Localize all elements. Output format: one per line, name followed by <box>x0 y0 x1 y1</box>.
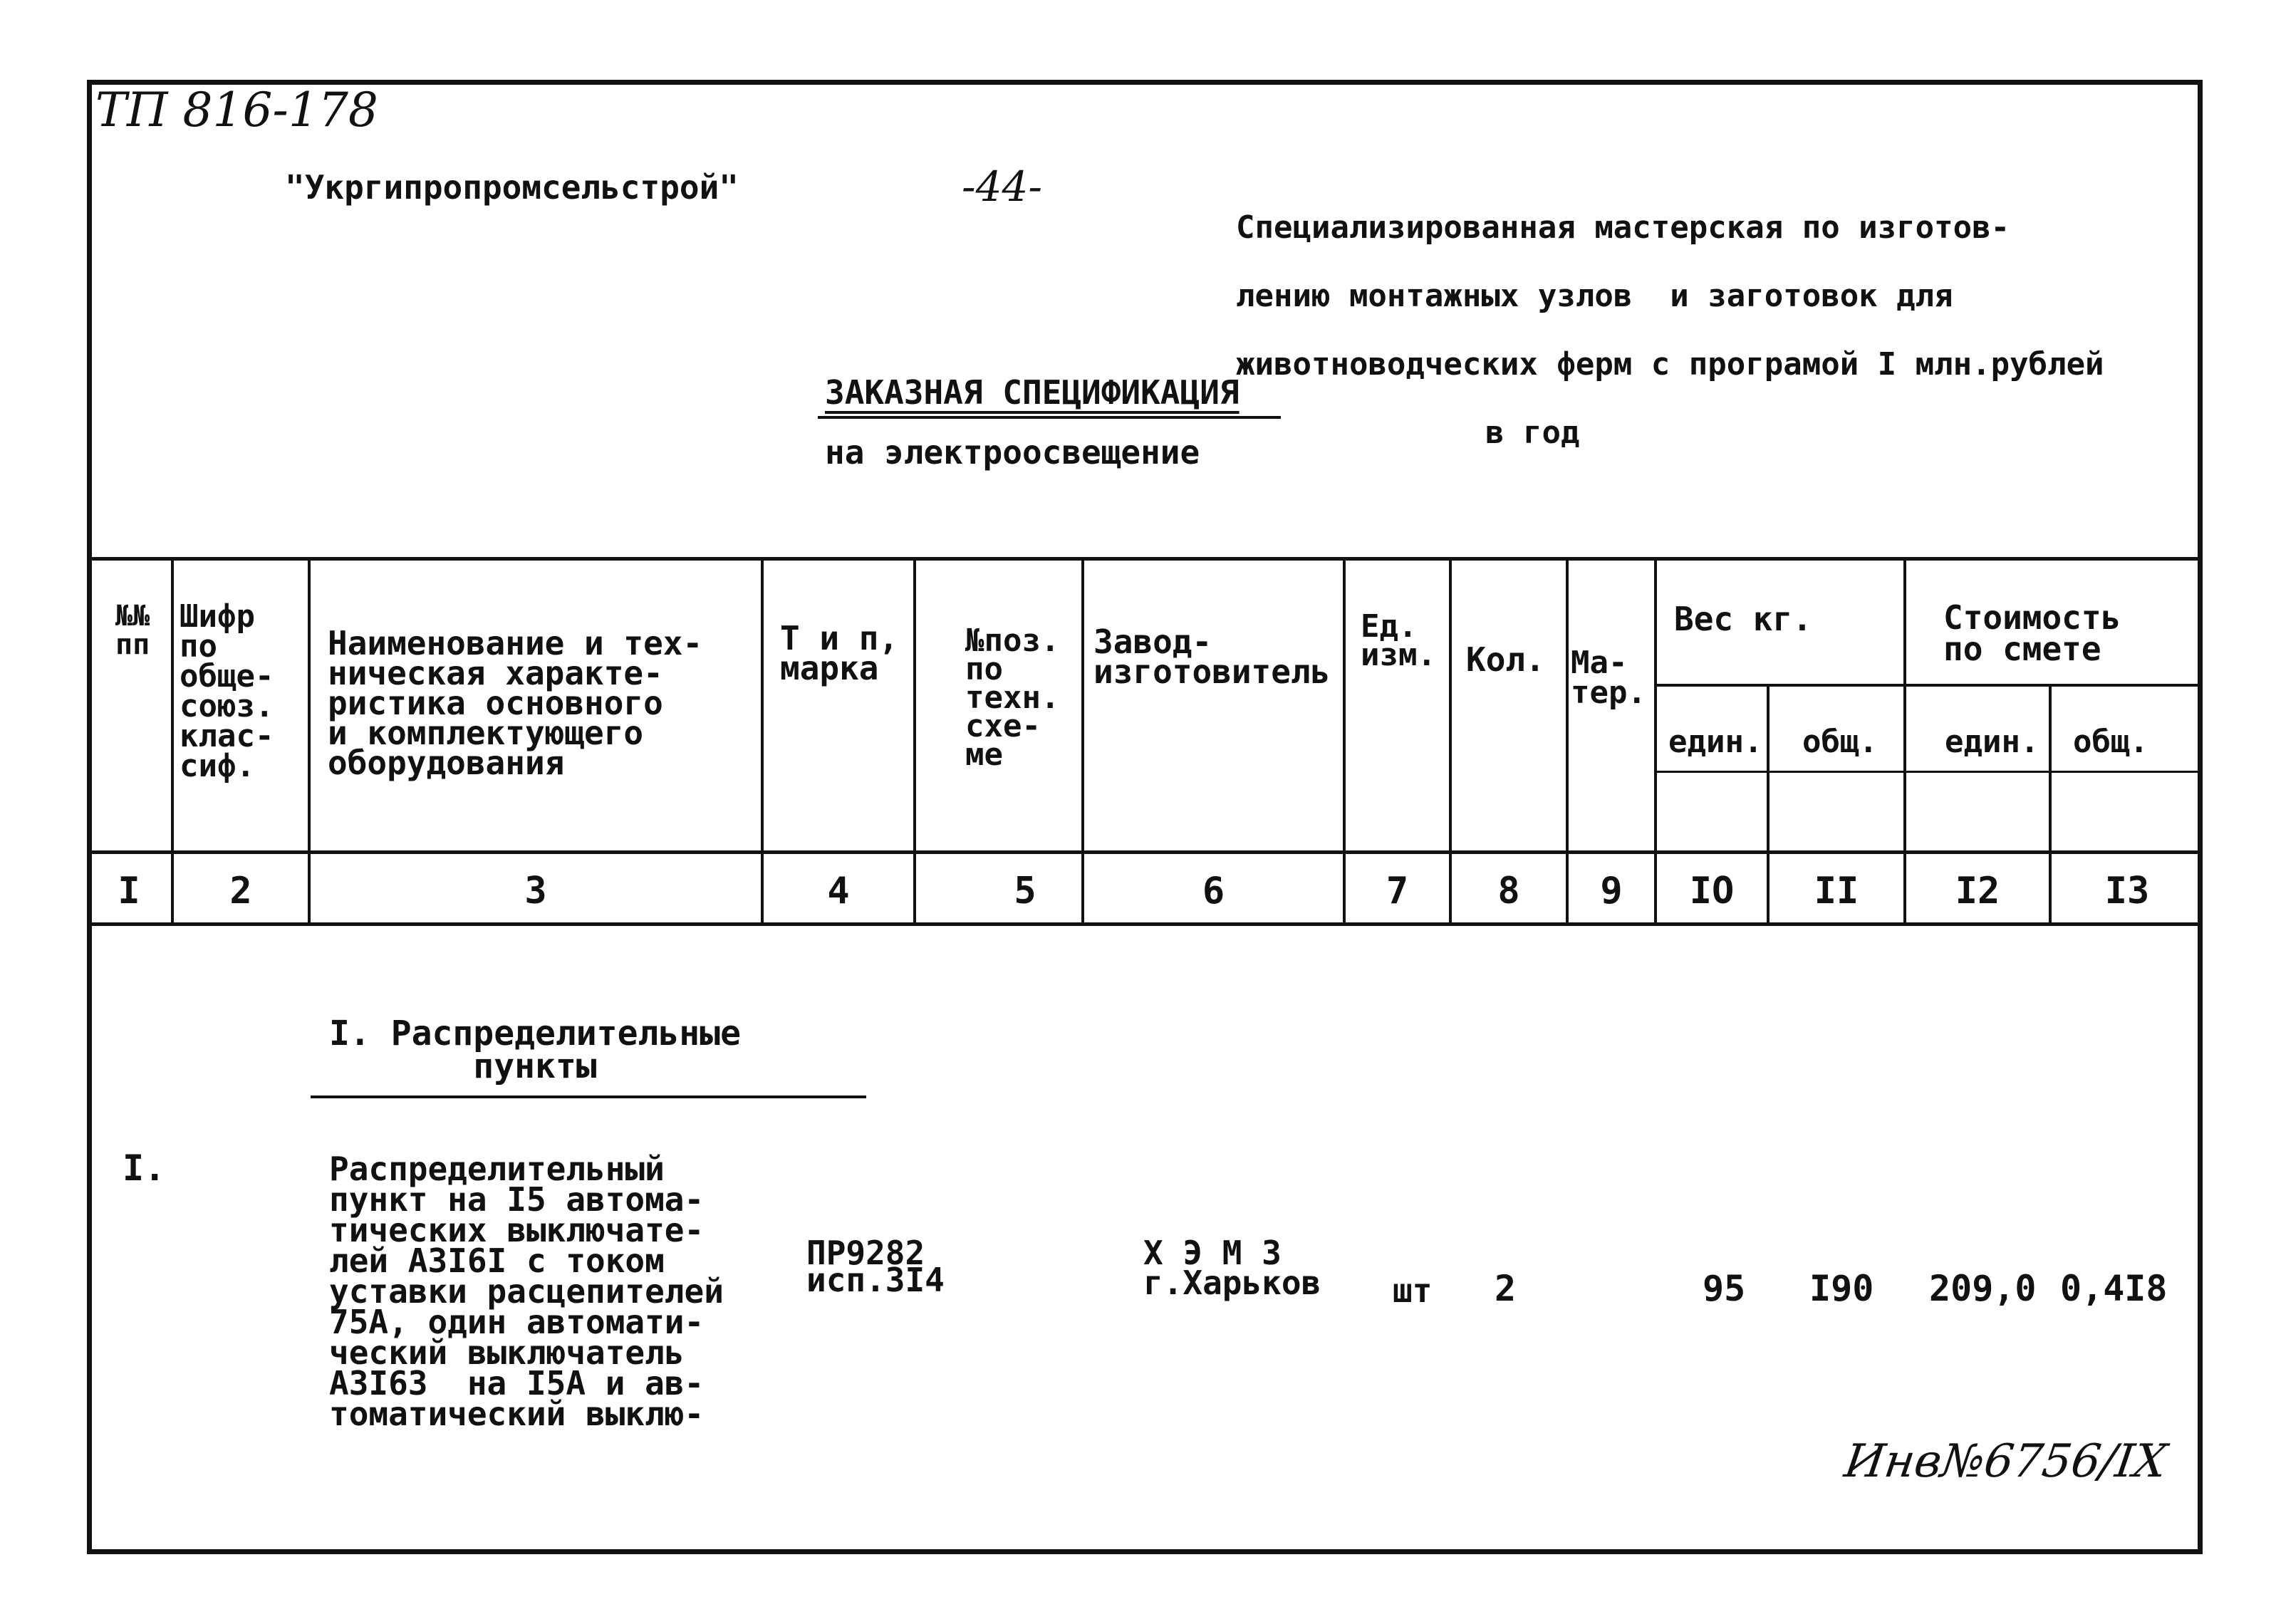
organization-name: "Укргипропромсельстрой" <box>285 168 739 207</box>
col-number-13: I3 <box>2104 870 2150 912</box>
table-numbers-bottom <box>87 922 2203 926</box>
col-header-weight-total: общ. <box>1802 724 1878 760</box>
table-subheader-line <box>1654 684 2203 687</box>
spec-subtitle: на электроосвещение <box>825 433 1200 472</box>
col-header-weight-unit: един. <box>1668 724 1763 760</box>
col-divider-7 <box>1449 557 1452 926</box>
section-title-underline <box>311 1095 866 1098</box>
col-header-qty: Кол. <box>1466 640 1545 679</box>
table-header-bottom <box>87 850 2203 854</box>
row-cost-total: 0,4I8 <box>2060 1268 2168 1309</box>
col-divider-3 <box>761 557 764 926</box>
row-description: Распределительный пункт на I5 автома- тических выключате- лей АЗI6I с током уставки расцепителей 75А, один автомати- ческий выключатель АЗI63 на I5А и ав- томатический выклю- <box>329 1150 724 1433</box>
row-type: ПР9282 исп.3I4 <box>806 1234 945 1299</box>
spec-title-underline <box>818 416 1281 419</box>
col-header-cost-total: общ. <box>2073 724 2148 760</box>
inventory-stamp: Инв№6756/IX <box>1841 1435 2171 1488</box>
row-unit: шт <box>1393 1271 1433 1310</box>
section-title: I. Распределительные пункты <box>329 1014 741 1086</box>
doc-code: ТП 816-178 <box>95 83 378 137</box>
col-number-2: 2 <box>229 870 252 912</box>
col-number-6: 6 <box>1202 870 1225 912</box>
col-group-weight: Вес кг. <box>1674 600 1812 638</box>
col-number-5: 5 <box>1014 870 1036 912</box>
col-divider-1 <box>171 557 174 926</box>
col-divider-11 <box>1903 557 1906 926</box>
col-header-name: Наименование и тех- ническая характе- ристика основного и комплектующего оборудования <box>328 624 703 782</box>
row-cost-unit: 209,0 <box>1929 1268 2037 1309</box>
col-header-position: №поз. по техн. схе- ме <box>965 623 1060 773</box>
row-weight-unit: 95 <box>1703 1268 1746 1309</box>
col-number-7: 7 <box>1386 870 1409 912</box>
col-header-code: Шифр по обще- союз. клас- сиф. <box>180 598 274 784</box>
project-title-line-2: лению монтажных узлов и заготовок для <box>1236 278 1953 314</box>
table-top-border <box>87 557 2203 561</box>
col-divider-8 <box>1566 557 1569 926</box>
row-weight-total: I90 <box>1809 1268 1874 1309</box>
col-divider-6 <box>1343 557 1346 926</box>
col-divider-2 <box>308 557 311 926</box>
col-header-cost-unit: един. <box>1945 724 2039 760</box>
table-subheader-line-2 <box>1654 771 2203 773</box>
project-title-line-3: животноводческих ферм с програмой I млн.рублей <box>1236 346 2104 382</box>
col-header-type: Т и п, марка <box>780 619 899 687</box>
col-number-11: II <box>1814 870 1859 912</box>
col-header-num: №№ пп <box>115 600 150 661</box>
col-number-4: 4 <box>827 870 850 912</box>
col-divider-9 <box>1654 557 1657 926</box>
col-number-9: 9 <box>1600 870 1623 912</box>
col-divider-5 <box>1081 557 1084 926</box>
col-group-cost: Стоимость по смете <box>1943 598 2121 668</box>
col-number-10: IO <box>1689 870 1735 912</box>
page-number: -44- <box>962 162 1042 211</box>
row-qty: 2 <box>1495 1268 1517 1309</box>
project-title-line-1: Специализированная мастерская по изготов- <box>1236 209 2010 246</box>
row-manufacturer: Х Э М З г.Харьков <box>1143 1234 1321 1302</box>
col-number-1: I <box>118 870 140 912</box>
project-title <box>1236 171 2104 467</box>
row-num: I. <box>123 1147 166 1189</box>
col-divider-4 <box>913 557 916 926</box>
col-number-8: 8 <box>1497 870 1520 912</box>
spec-title: ЗАКАЗНАЯ СПЕЦИФИКАЦИЯ <box>825 373 1240 412</box>
project-title-line-4: в год <box>1485 415 1580 451</box>
col-number-3: 3 <box>524 870 547 912</box>
col-header-unit: Ед. изм. <box>1361 608 1436 673</box>
col-header-manufacturer: Завод- изготовитель <box>1093 623 1331 691</box>
col-number-12: I2 <box>1955 870 2000 912</box>
col-header-material: Ма- тер. <box>1571 645 1646 711</box>
